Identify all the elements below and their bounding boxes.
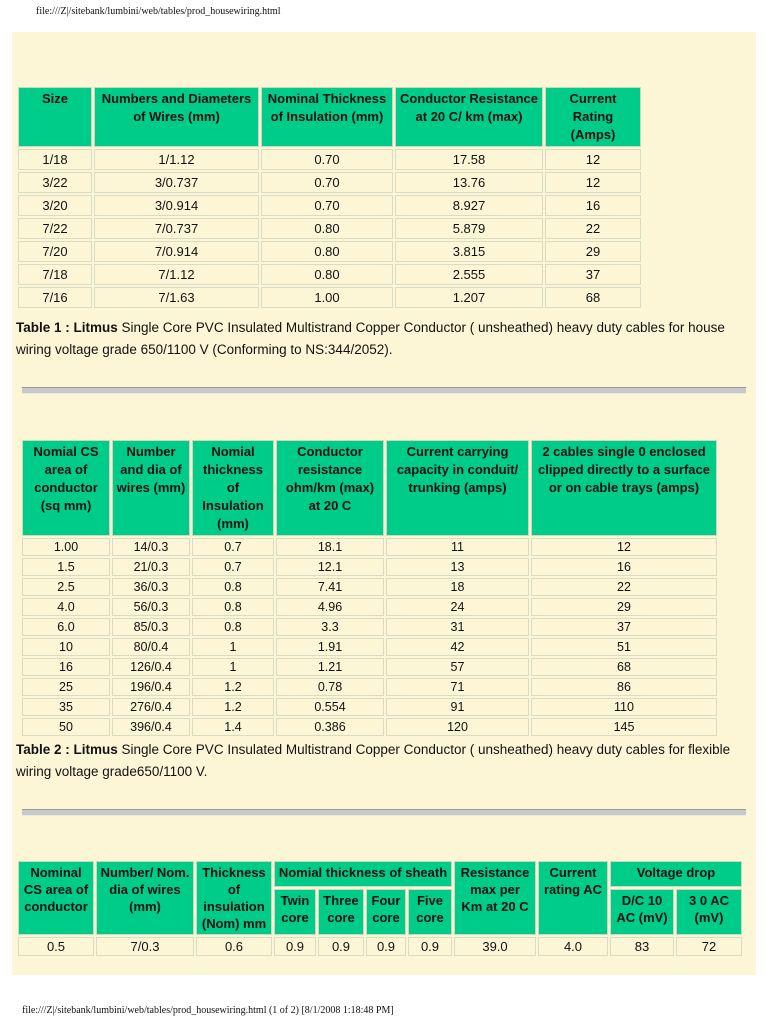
table-cell: 22 [531, 578, 717, 596]
col-header-wires: Numbers and Diameters of Wires (mm) [94, 87, 259, 147]
table-cell: 145 [531, 718, 717, 736]
table-cell: 29 [531, 598, 717, 616]
table-cell: 68 [545, 287, 641, 308]
table-cell: 0.9 [274, 937, 316, 956]
table-row [18, 149, 641, 170]
table-cell: 1.4 [192, 718, 274, 736]
table-cell: 25 [22, 678, 110, 696]
table-cell: 7/0.914 [94, 241, 259, 262]
table-cell: 1/18 [18, 149, 92, 170]
col-header-insulation: Nominal Thickness of Insulation (mm) [261, 87, 393, 147]
table-cell: 3.815 [395, 241, 543, 262]
col-header-current-conduit: Current carrying capacity in conduit/ trunking (amps) [386, 440, 529, 536]
table-2 [20, 438, 719, 738]
table-cell: 110 [531, 698, 717, 716]
col-header-current-rating-ac: Current rating AC [538, 861, 608, 935]
table-cell: 22 [545, 218, 641, 239]
table-cell: 12.1 [276, 558, 384, 576]
table-1-caption-title: Table 1 : Litmus [16, 320, 118, 335]
table-2-caption-title: Table 2 : Litmus [16, 742, 118, 757]
table-cell: 6.0 [22, 618, 110, 636]
table-cell: 2.555 [395, 264, 543, 285]
col-header-twin-core: Twin core [274, 889, 316, 935]
table-cell: 1.2 [192, 698, 274, 716]
table-cell: 7/0.737 [94, 218, 259, 239]
table-cell: 12 [545, 172, 641, 193]
table-cell: 1.00 [261, 287, 393, 308]
table-cell: 0.8 [192, 618, 274, 636]
table-row [22, 718, 717, 736]
col-header-size: Size [18, 87, 92, 147]
col-header-dc-ac-mv: D/C 10 AC (mV) [610, 889, 674, 935]
table-cell: 276/0.4 [112, 698, 190, 716]
table-cell: 24 [386, 598, 529, 616]
table-cell: 8.927 [395, 195, 543, 216]
table-3-header-row-1 [18, 861, 742, 887]
table-cell: 36/0.3 [112, 578, 190, 596]
table-cell: 126/0.4 [112, 658, 190, 676]
table-cell: 3/0.737 [94, 172, 259, 193]
table-cell: 13.76 [395, 172, 543, 193]
table-cell: 16 [22, 658, 110, 676]
col-header-conductor-resistance: Conductor resistance ohm/km (max) at 20 C [276, 440, 384, 536]
col-header-number-nom-dia: Number/ Nom. dia of wires (mm) [96, 861, 194, 935]
page-url-footer: file:///Z|/sitebank/lumbini/web/tables/prod_housewiring.html (1 of 2) [8/1/2008 1:18:48 PM] [22, 1005, 394, 1016]
table-row [18, 195, 641, 216]
table-2-caption-text: Single Core PVC Insulated Multistrand Copper Conductor ( unsheathed) heavy duty cables for flexible wiring voltage grade650/1100 V. [16, 742, 731, 779]
table-cell: 0.8 [192, 598, 274, 616]
col-header-cs-area: Nomial CS area of conductor (sq mm) [22, 440, 110, 536]
table-cell: 16 [545, 195, 641, 216]
table-cell: 7/1.12 [94, 264, 259, 285]
col-header-three-core: Three core [318, 889, 364, 935]
col-header-thickness-insulation: Thickness of insulation (Nom) mm [196, 861, 272, 935]
table-3 [16, 859, 744, 958]
table-cell: 29 [545, 241, 641, 262]
table-cell: 37 [531, 618, 717, 636]
table-2-header-row [22, 440, 717, 536]
table-cell: 0.386 [276, 718, 384, 736]
table-cell: 0.70 [261, 195, 393, 216]
col-header-3ph-ac-mv: 3 0 AC (mV) [676, 889, 742, 935]
table-cell: 91 [386, 698, 529, 716]
table-cell: 0.9 [318, 937, 364, 956]
table-cell: 68 [531, 658, 717, 676]
table-row [22, 578, 717, 596]
table-cell: 4.96 [276, 598, 384, 616]
col-header-resistance: Conductor Resistance at 20 C/ km (max) [395, 87, 543, 147]
table-row [22, 698, 717, 716]
page-url-header: file:///Z|/sitebank/lumbini/web/tables/prod_housewiring.html [36, 6, 281, 17]
table-cell: 12 [531, 538, 717, 556]
table-2-body [22, 538, 717, 736]
table-cell: 72 [676, 937, 742, 956]
table-cell: 71 [386, 678, 529, 696]
table-cell: 12 [545, 149, 641, 170]
table-cell: 0.80 [261, 264, 393, 285]
table-cell: 56/0.3 [112, 598, 190, 616]
table-cell: 21/0.3 [112, 558, 190, 576]
table-cell: 2.5 [22, 578, 110, 596]
col-header-sheath-group: Nomial thickness of sheath [274, 861, 452, 887]
table-1-caption [16, 317, 752, 361]
table-cell: 4.0 [538, 937, 608, 956]
table-cell: 80/0.4 [112, 638, 190, 656]
table-cell: 42 [386, 638, 529, 656]
table-cell: 7/20 [18, 241, 92, 262]
col-header-number-dia: Number and dia of wires (mm) [112, 440, 190, 536]
table-cell: 0.7 [192, 558, 274, 576]
table-3-body [18, 937, 742, 956]
table-cell: 16 [531, 558, 717, 576]
table-cell: 35 [22, 698, 110, 716]
table-cell: 86 [531, 678, 717, 696]
table-cell: 1 [192, 638, 274, 656]
table-row [22, 618, 717, 636]
table-row [22, 678, 717, 696]
table-cell: 0.9 [408, 937, 452, 956]
table-cell: 85/0.3 [112, 618, 190, 636]
table-row [18, 172, 641, 193]
table-cell: 0.5 [18, 937, 94, 956]
table-1-caption-text: Single Core PVC Insulated Multistrand Copper Conductor ( unsheathed) heavy duty cables for house wiring voltage grade 650/1100 V (Conforming to NS:344/2052). [16, 320, 725, 357]
table-cell: 83 [610, 937, 674, 956]
table-cell: 0.80 [261, 241, 393, 262]
table-2-caption [16, 739, 752, 783]
table-cell: 3/22 [18, 172, 92, 193]
table-cell: 1.21 [276, 658, 384, 676]
table-cell: 1.2 [192, 678, 274, 696]
table-row [18, 241, 641, 262]
table-cell: 7/0.3 [96, 937, 194, 956]
table-cell: 14/0.3 [112, 538, 190, 556]
col-header-voltage-drop: Voltage drop [610, 861, 742, 887]
table-cell: 1.207 [395, 287, 543, 308]
table-cell: 11 [386, 538, 529, 556]
col-header-nominal-cs: Nominal CS area of conductor [18, 861, 94, 935]
table-row [22, 558, 717, 576]
table-cell: 0.70 [261, 149, 393, 170]
table-cell: 1.00 [22, 538, 110, 556]
document-page [12, 32, 756, 975]
table-cell: 3/0.914 [94, 195, 259, 216]
table-cell: 39.0 [454, 937, 536, 956]
table-cell: 196/0.4 [112, 678, 190, 696]
table-cell: 13 [386, 558, 529, 576]
table-row [22, 658, 717, 676]
table-row [18, 218, 641, 239]
table-cell: 1 [192, 658, 274, 676]
table-cell: 0.70 [261, 172, 393, 193]
table-row [18, 937, 742, 956]
table-cell: 7/1.63 [94, 287, 259, 308]
table-row [22, 598, 717, 616]
table-cell: 1.91 [276, 638, 384, 656]
table-cell: 18.1 [276, 538, 384, 556]
table-cell: 7.41 [276, 578, 384, 596]
table-cell: 3.3 [276, 618, 384, 636]
col-header-insulation-thickness: Nomial thickness of Insulation (mm) [192, 440, 274, 536]
table-1 [16, 85, 643, 310]
table-cell: 0.9 [366, 937, 406, 956]
col-header-five-core: Five core [408, 889, 452, 935]
table-cell: 120 [386, 718, 529, 736]
table-cell: 31 [386, 618, 529, 636]
table-cell: 0.8 [192, 578, 274, 596]
table-1-body [18, 149, 641, 308]
table-cell: 396/0.4 [112, 718, 190, 736]
table-cell: 7/18 [18, 264, 92, 285]
col-header-resistance-max: Resistance max per Km at 20 C [454, 861, 536, 935]
col-header-current-rating: Current Rating (Amps) [545, 87, 641, 147]
table-cell: 0.78 [276, 678, 384, 696]
col-header-four-core: Four core [366, 889, 406, 935]
table-cell: 50 [22, 718, 110, 736]
table-row [18, 264, 641, 285]
table-cell: 57 [386, 658, 529, 676]
table-cell: 1/1.12 [94, 149, 259, 170]
col-header-current-clipped: 2 cables single 0 enclosed clipped directly to a surface or on cable trays (amps) [531, 440, 717, 536]
table-row [18, 287, 641, 308]
table-cell: 1.5 [22, 558, 110, 576]
table-cell: 0.7 [192, 538, 274, 556]
table-row [22, 538, 717, 556]
table-1-header-row [18, 87, 641, 147]
table-row [22, 638, 717, 656]
table-cell: 4.0 [22, 598, 110, 616]
table-cell: 51 [531, 638, 717, 656]
table-cell: 7/16 [18, 287, 92, 308]
table-cell: 10 [22, 638, 110, 656]
table-cell: 7/22 [18, 218, 92, 239]
table-cell: 0.554 [276, 698, 384, 716]
table-cell: 3/20 [18, 195, 92, 216]
table-cell: 0.80 [261, 218, 393, 239]
divider-2 [22, 809, 746, 816]
table-cell: 18 [386, 578, 529, 596]
table-cell: 5.879 [395, 218, 543, 239]
table-cell: 0.6 [196, 937, 272, 956]
divider-1 [22, 387, 746, 394]
table-cell: 37 [545, 264, 641, 285]
table-cell: 17.58 [395, 149, 543, 170]
